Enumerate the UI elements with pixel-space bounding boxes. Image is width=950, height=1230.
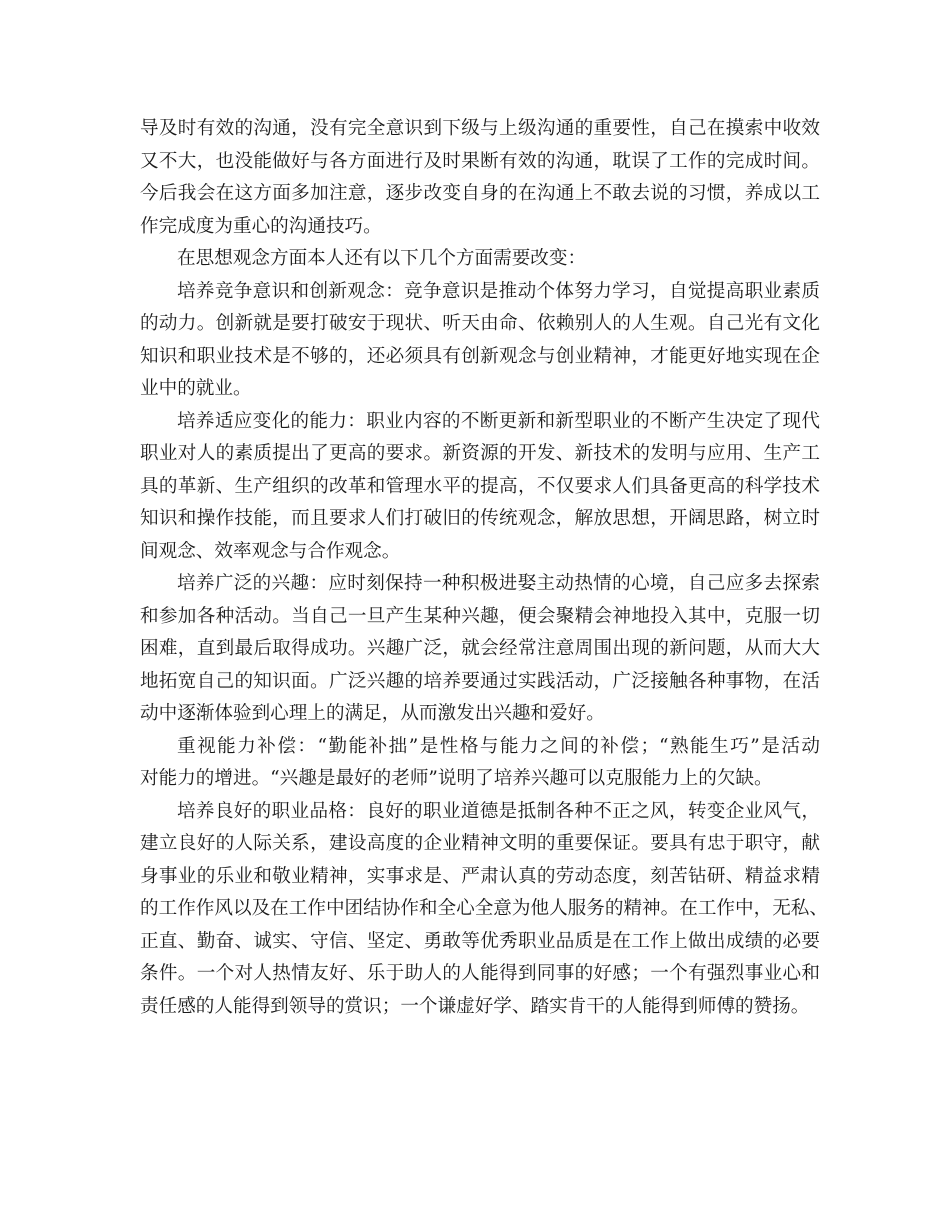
text-line: 的动力。创新就是要打破安于现状、听天由命、依赖别人的人生观。自己光有文化 <box>140 313 820 334</box>
text-line: 培养适应变化的能力：职业内容的不断更新和新型职业的不断产生决定了现代 <box>177 410 820 432</box>
text-line: 的工作作风以及在工作中团结协作和全心全意为他人服务的精神。在工作中，无私、 <box>140 898 828 919</box>
text-line: 培养广泛的兴趣：应时刻保持一种积极进娶主动热情的心境，自己应多去探索 <box>177 573 820 594</box>
text-line: 地拓宽自己的知识面。广泛兴趣的培养要通过实践活动，广泛接触各种事物，在活 <box>140 670 820 692</box>
text-line: 正直、勤奋、诚实、守信、坚定、勇敢等优秀职业品质是在工作上做出成绩的必要 <box>140 930 820 952</box>
text-line: 导及时有效的沟通，没有完全意识到下级与上级沟通的重要性，自己在摸索中收效 <box>140 118 820 139</box>
text-line: 知识和操作技能，而且要求人们打破旧的传统观念，解放思想，开阔思路，树立时 <box>140 508 820 529</box>
text-line: 建立良好的人际关系，建设高度的企业精神文明的重要保证。要具有忠于职守，献 <box>140 833 820 854</box>
text-line: 培养竞争意识和创新观念：竞争意识是推动个体努力学习，自觉提高职业素质 <box>177 280 820 302</box>
document-body <box>140 113 828 1023</box>
text-line: 困难，直到最后取得成功。兴趣广泛，就会经常注意周围出现的新问题，从而大大 <box>140 638 820 659</box>
text-line: 间观念、效率观念与合作观念。 <box>140 540 401 562</box>
text-line: 职业对人的素质提出了更高的要求。新资源的开发、新技术的发明与应用、生产工 <box>140 443 820 464</box>
text-line: 培养良好的职业品格：良好的职业道德是抵制各种不正之风，转变企业风气， <box>177 800 820 822</box>
text-line: 在思想观念方面本人还有以下几个方面需要改变： <box>177 248 587 269</box>
text-line: 具的革新、生产组织的改革和管理水平的提高，不仅要求人们具备更高的科学技术 <box>140 475 820 497</box>
text-line: 对能力的增进。“兴趣是最好的老师”说明了培养兴趣可以克服能力上的欠缺。 <box>140 768 773 789</box>
text-line: 身事业的乐业和敬业精神，实事求是、严肃认真的劳动态度，刻苦钻研、精益求精 <box>140 865 820 887</box>
text-line: 动中逐渐体验到心理上的满足，从而激发出兴趣和爱好。 <box>140 703 605 724</box>
text-line: 业中的就业。 <box>140 378 252 399</box>
text-line: 又不大，也没能做好与各方面进行及时果断有效的沟通，耽误了工作的完成时间。 <box>140 150 820 172</box>
text-line: 知识和职业技术是不够的，还必须具有创新观念与创业精神，才能更好地实现在企 <box>140 345 820 367</box>
text-line: 今后我会在这方面多加注意，逐步改变自身的在沟通上不敢去说的习惯，养成以工 <box>140 183 820 204</box>
text-line: 条件。一个对人热情友好、乐于助人的人能得到同事的好感；一个有强烈事业心和 <box>140 963 820 984</box>
text-line: 和参加各种活动。当自己一旦产生某种兴趣，便会聚精会神地投入其中，克服一切 <box>140 605 820 627</box>
text-line: 重视能力补偿：“勤能补拙”是性格与能力之间的补偿；“熟能生巧”是活动 <box>177 735 820 757</box>
text-line: 作完成度为重心的沟通技巧。 <box>140 215 382 237</box>
text-line: 责任感的人能得到领导的赏识；一个谦虚好学、踏实肯干的人能得到师傅的赞扬。 <box>140 995 810 1017</box>
